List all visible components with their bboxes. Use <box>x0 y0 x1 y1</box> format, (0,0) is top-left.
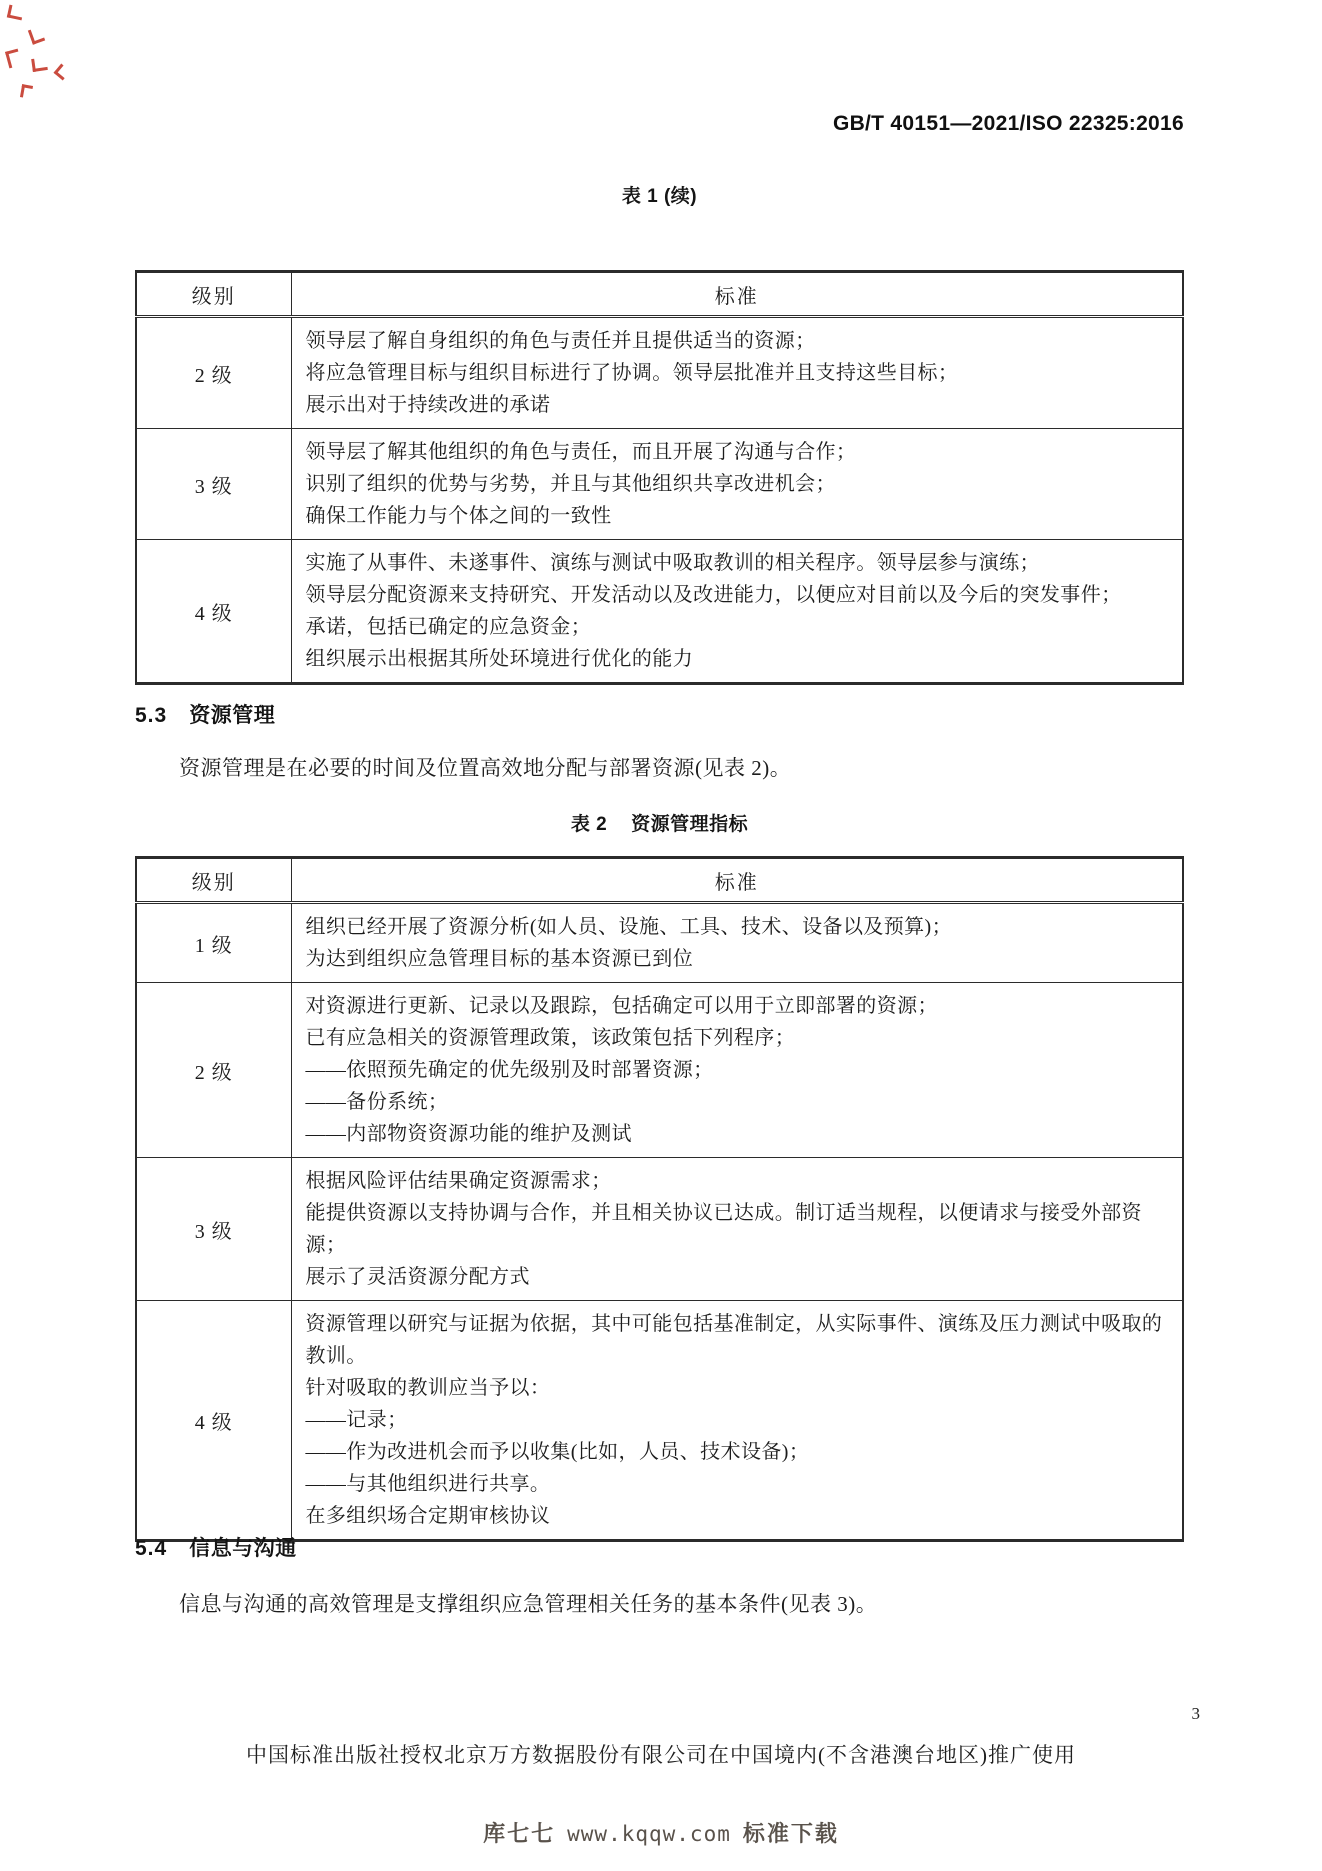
table1-caption: 表 1 (续) <box>621 186 698 207</box>
table-header-row <box>136 858 1183 903</box>
criteria-line: 识别了组织的优势与劣势，并且与其他组织共享改进机会； <box>305 473 836 495</box>
table-row <box>136 1301 1183 1541</box>
level-cell: 3 级 <box>136 429 291 540</box>
page-number: 3 <box>1191 1704 1200 1723</box>
watermark-url: www.kqqw.com <box>567 1822 731 1846</box>
criteria-cell <box>291 983 1183 1158</box>
criteria-line: 确保工作能力与个体之间的一致性 <box>305 505 612 527</box>
criteria-line: 领导层了解其他组织的角色与责任，而且开展了沟通与合作； <box>305 441 857 463</box>
section-number: 5.4 <box>135 1537 168 1560</box>
table2-caption-number: 表 2 <box>570 814 608 835</box>
criteria-line: 针对吸取的教训应当予以： <box>305 1377 551 1399</box>
criteria-line: 根据风险评估结果确定资源需求； <box>305 1170 612 1192</box>
level-cell: 2 级 <box>136 983 291 1158</box>
paragraph-5-3: 资源管理是在必要的时间及位置高效地分配与部署资源(见表 2)。 <box>179 756 792 780</box>
watermark-label: 标准下载 <box>742 1821 839 1846</box>
section-heading-5-4 <box>135 1532 297 1562</box>
section-heading-5-3 <box>135 699 275 729</box>
paragraph-5-4: 信息与沟通的高效管理是支撑组织应急管理相关任务的基本条件(见表 3)。 <box>179 1592 878 1616</box>
criteria-cell <box>291 1158 1183 1301</box>
section-title: 资源管理 <box>189 704 276 727</box>
table2-caption <box>135 809 1184 836</box>
criteria-line: ——依照预先确定的优先级别及时部署资源； <box>305 1059 714 1081</box>
table-2-resource-management <box>135 856 1184 1542</box>
table-1-continued <box>135 270 1184 685</box>
criteria-line: 将应急管理目标与组织目标进行了协调。领导层批准并且支持这些目标； <box>305 362 959 384</box>
level-cell: 2 级 <box>136 317 291 429</box>
criteria-cell <box>291 429 1183 540</box>
criteria-line: 展示了灵活资源分配方式 <box>305 1266 530 1288</box>
red-stamp-mark-icon <box>7 5 24 21</box>
section-number: 5.3 <box>135 704 168 727</box>
criteria-cell <box>291 1301 1183 1541</box>
criteria-line: 组织展示出根据其所处环境进行优化的能力 <box>305 648 694 670</box>
table-row <box>136 903 1183 983</box>
criteria-line: 在多组织场合定期审核协议 <box>305 1505 551 1527</box>
red-stamp-mark-icon <box>31 57 48 72</box>
level-cell: 3 级 <box>136 1158 291 1301</box>
table-row <box>136 429 1183 540</box>
watermark <box>0 1817 1322 1848</box>
standard-code-header: GB/T 40151—2021/ISO 22325:2016 <box>832 112 1184 135</box>
column-header-criteria: 标准 <box>291 272 1183 317</box>
section-title: 信息与沟通 <box>189 1537 297 1560</box>
criteria-cell <box>291 903 1183 983</box>
criteria-line: ——备份系统； <box>305 1091 449 1113</box>
level-cell: 4 级 <box>136 540 291 684</box>
criteria-line: 已有应急相关的资源管理政策，该政策包括下列程序； <box>305 1027 796 1049</box>
criteria-line: ——与其他组织进行共享。 <box>305 1473 551 1495</box>
table2-caption-text: 资源管理指标 <box>631 814 749 835</box>
criteria-line: 能提供资源以支持协调与合作，并且相关协议已达成。制订适当规程，以便请求与接受外部资源； <box>305 1202 1142 1256</box>
red-stamp-mark-icon <box>5 49 22 69</box>
table-row <box>136 1158 1183 1301</box>
red-stamp-mark-icon <box>20 84 33 99</box>
criteria-line: 资源管理以研究与证据为依据，其中可能包括基准制定，从实际事件、演练及压力测试中吸取的教训。 <box>305 1313 1163 1367</box>
criteria-line: ——内部物资资源功能的维护及测试 <box>305 1123 632 1145</box>
criteria-line: 承诺，包括已确定的应急资金； <box>305 616 592 638</box>
criteria-line: ——作为改进机会而予以收集(比如，人员、技术设备)； <box>305 1441 810 1463</box>
red-stamp-mark-icon <box>28 26 45 45</box>
table-row <box>136 983 1183 1158</box>
criteria-line: 领导层分配资源来支持研究、开发活动以及改进能力，以便应对目前以及今后的突发事件； <box>305 584 1122 606</box>
level-cell: 4 级 <box>136 1301 291 1541</box>
column-header-level: 级别 <box>136 858 291 903</box>
criteria-line: 展示出对于持续改进的承诺 <box>305 394 551 416</box>
footer-authorization-note: 中国标准出版社授权北京万方数据股份有限公司在中国境内(不含港澳台地区)推广使用 <box>246 1743 1076 1767</box>
table-row <box>136 317 1183 429</box>
criteria-line: 对资源进行更新、记录以及跟踪，包括确定可以用于立即部署的资源； <box>305 995 938 1017</box>
criteria-cell <box>291 540 1183 684</box>
criteria-line: 领导层了解自身组织的角色与责任并且提供适当的资源； <box>305 330 816 352</box>
criteria-line: 为达到组织应急管理目标的基本资源已到位 <box>305 948 694 970</box>
criteria-line: 组织已经开展了资源分析(如人员、设施、工具、技术、设备以及预算)； <box>305 916 953 938</box>
column-header-level: 级别 <box>136 272 291 317</box>
red-stamp-mark-icon <box>54 64 71 81</box>
table-header-row <box>136 272 1183 317</box>
criteria-cell <box>291 317 1183 429</box>
criteria-line: ——记录； <box>305 1409 408 1431</box>
criteria-line: 实施了从事件、未遂事件、演练与测试中吸取教训的相关程序。领导层参与演练； <box>305 552 1040 574</box>
table-row <box>136 540 1183 684</box>
level-cell: 1 级 <box>136 903 291 983</box>
watermark-site-name: 库七七 <box>483 1821 556 1846</box>
column-header-criteria: 标准 <box>291 858 1183 903</box>
